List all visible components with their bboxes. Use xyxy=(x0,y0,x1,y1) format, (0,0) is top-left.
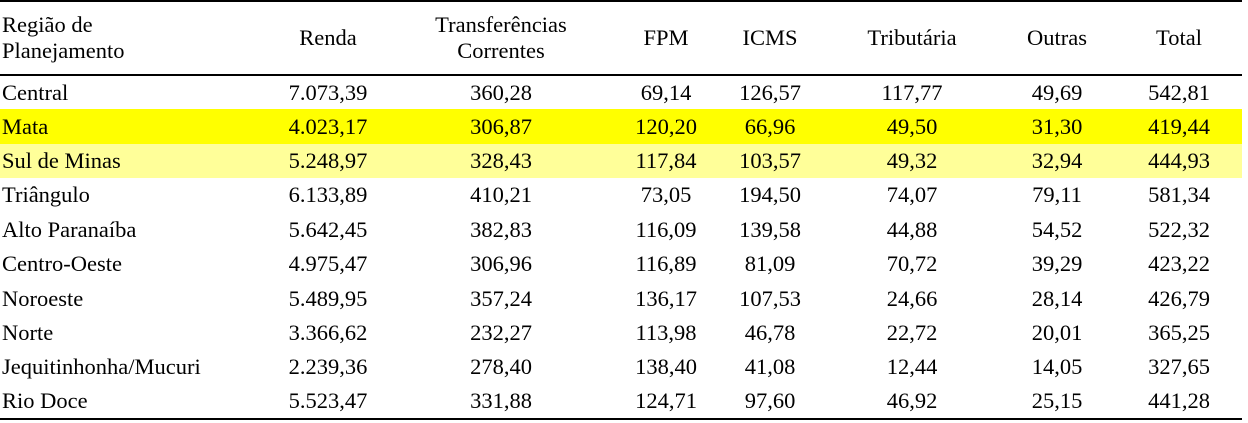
cell-total: 522,32 xyxy=(1148,216,1210,242)
cell-regiao: Noroeste xyxy=(2,285,84,311)
cell-outras: 49,69 xyxy=(1031,79,1083,105)
cell-fpm: 138,40 xyxy=(635,354,697,380)
cell-tributaria: 46,92 xyxy=(826,385,998,419)
header-fpm: FPM xyxy=(618,1,714,75)
cell-tributaria: 24,66 xyxy=(886,285,938,311)
header-icms: ICMS xyxy=(714,1,826,75)
cell-total: 542,81 xyxy=(1148,79,1210,105)
table-row xyxy=(0,109,1242,143)
cell-outras: 31,30 xyxy=(998,109,1116,143)
cell-renda: 7.073,39 xyxy=(288,79,368,105)
cell-renda: 3.366,62 xyxy=(288,319,368,345)
table-row xyxy=(0,350,1242,384)
cell-fpm: 113,98 xyxy=(635,319,697,345)
cell-regiao: Norte xyxy=(2,319,54,345)
cell-total: 419,44 xyxy=(1116,109,1242,143)
cell-icms: 97,60 xyxy=(714,385,826,419)
table-row xyxy=(0,385,1242,419)
cell-regiao: Sul de Minas xyxy=(0,144,272,178)
cell-icms: 41,08 xyxy=(744,354,796,380)
cell-tributaria: 49,50 xyxy=(826,109,998,143)
cell-fpm: 136,17 xyxy=(635,285,697,311)
cell-fpm: 73,05 xyxy=(640,182,692,208)
cell-transferencias: 306,96 xyxy=(470,251,532,277)
cell-renda: 6.133,89 xyxy=(288,182,368,208)
cell-tributaria: 22,72 xyxy=(886,319,938,345)
cell-fpm: 116,09 xyxy=(635,216,697,242)
cell-outras: 14,05 xyxy=(1031,354,1083,380)
header-outras: Outras xyxy=(998,1,1116,75)
cell-tributaria: 49,32 xyxy=(826,144,998,178)
header-tributaria: Tributária xyxy=(826,1,998,75)
cell-regiao: Jequitinhonha/Mucuri xyxy=(2,354,201,380)
table-row xyxy=(0,75,1242,109)
cell-transferencias: 410,21 xyxy=(470,182,532,208)
cell-icms: 103,57 xyxy=(714,144,826,178)
cell-outras: 20,01 xyxy=(1031,319,1083,345)
cell-fpm: 116,89 xyxy=(635,251,697,277)
cell-tributaria: 117,77 xyxy=(881,79,943,105)
cell-total: 441,28 xyxy=(1116,385,1242,419)
cell-total: 581,34 xyxy=(1148,182,1210,208)
header-total: Total xyxy=(1116,1,1242,75)
header-transf-line1: Transferências xyxy=(435,12,567,37)
header-row xyxy=(0,1,1242,75)
cell-tributaria: 70,72 xyxy=(886,251,938,277)
cell-renda: 5.642,45 xyxy=(288,216,368,242)
cell-tributaria: 12,44 xyxy=(886,354,938,380)
cell-regiao: Triângulo xyxy=(2,182,90,208)
cell-icms: 81,09 xyxy=(744,251,796,277)
cell-fpm: 117,84 xyxy=(618,144,714,178)
cell-outras: 39,29 xyxy=(1031,251,1083,277)
cell-icms: 107,53 xyxy=(739,285,801,311)
table-row xyxy=(0,144,1242,178)
cell-total: 327,65 xyxy=(1148,354,1210,380)
header-regiao xyxy=(0,1,272,75)
cell-total: 423,22 xyxy=(1148,251,1210,277)
cell-tributaria: 44,88 xyxy=(886,216,938,242)
table-body xyxy=(0,75,1242,419)
table-row xyxy=(0,281,1242,315)
cell-outras: 54,52 xyxy=(1031,216,1083,242)
cell-fpm: 120,20 xyxy=(618,109,714,143)
cell-transferencias: 331,88 xyxy=(384,385,618,419)
cell-outras: 28,14 xyxy=(1031,285,1083,311)
cell-outras: 25,15 xyxy=(998,385,1116,419)
cell-renda: 5.489,95 xyxy=(288,285,368,311)
cell-tributaria: 74,07 xyxy=(886,182,938,208)
cell-icms: 194,50 xyxy=(739,182,801,208)
table-row xyxy=(0,178,1242,212)
cell-transferencias: 357,24 xyxy=(470,285,532,311)
cell-icms: 46,78 xyxy=(744,319,796,345)
cell-regiao: Mata xyxy=(0,109,272,143)
header-transf-line2: Correntes xyxy=(457,38,545,63)
cell-transferencias: 328,43 xyxy=(384,144,618,178)
cell-renda: 4.975,47 xyxy=(288,251,368,277)
table-row xyxy=(0,247,1242,281)
cell-icms: 139,58 xyxy=(739,216,801,242)
cell-transferencias: 360,28 xyxy=(470,79,532,105)
cell-regiao: Rio Doce xyxy=(0,385,272,419)
cell-transferencias: 232,27 xyxy=(470,319,532,345)
cell-regiao: Centro-Oeste xyxy=(2,251,122,277)
cell-outras: 79,11 xyxy=(1032,182,1082,208)
cell-total: 444,93 xyxy=(1116,144,1242,178)
cell-total: 426,79 xyxy=(1148,285,1210,311)
cell-transferencias: 306,87 xyxy=(384,109,618,143)
cell-transferencias: 382,83 xyxy=(470,216,532,242)
table-row xyxy=(0,316,1242,350)
cell-fpm: 124,71 xyxy=(618,385,714,419)
header-regiao-line1: Região de xyxy=(2,12,93,37)
header-transferencias xyxy=(384,1,618,75)
cell-icms: 126,57 xyxy=(739,79,801,105)
header-regiao-line2: Planejamento xyxy=(2,38,125,63)
cell-icms: 66,96 xyxy=(714,109,826,143)
cell-renda: 5.523,47 xyxy=(272,385,384,419)
cell-renda: 4.023,17 xyxy=(272,109,384,143)
cell-regiao: Alto Paranaíba xyxy=(2,216,137,242)
cell-total: 365,25 xyxy=(1148,319,1210,345)
header-renda: Renda xyxy=(272,1,384,75)
cell-renda: 2.239,36 xyxy=(288,354,368,380)
cell-transferencias: 278,40 xyxy=(470,354,532,380)
cell-regiao: Central xyxy=(2,79,69,105)
cell-fpm: 69,14 xyxy=(640,79,692,105)
table-row xyxy=(0,213,1242,247)
cell-outras: 32,94 xyxy=(998,144,1116,178)
cell-renda: 5.248,97 xyxy=(272,144,384,178)
